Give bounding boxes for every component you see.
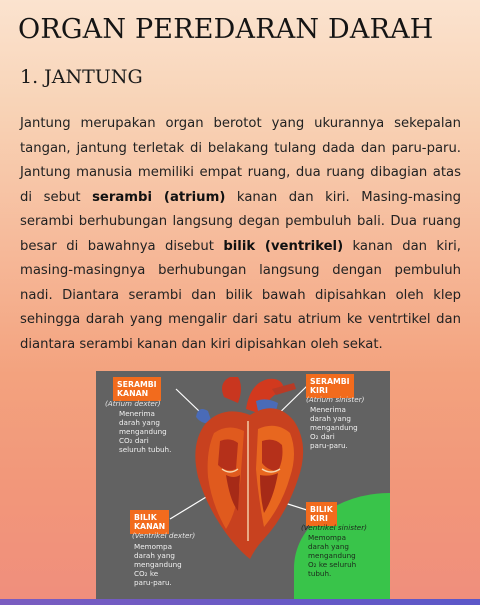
page-title: ORGAN PEREDARAN DARAH <box>18 14 434 45</box>
body-paragraph <box>20 112 461 357</box>
paragraph-text: kanan dan kiri. Masing-masing serambi berhubungan langsung degan pembuluh bali. Dua ruang besar di bawahnya disebut <box>20 189 461 254</box>
label-serambi-kanan: SERAMBI KANAN <box>113 377 161 401</box>
desc-serambi-kanan: Menerima darah yang mengandung CO₂ dari seluruh tubuh. <box>119 409 172 454</box>
label-bilik-kiri: BILIK KIRI <box>306 502 337 526</box>
desc-bilik-kiri: Memompa darah yang mengandung O₂ ke seluruh tubuh. <box>308 533 357 578</box>
desc-serambi-kiri: Menerima darah yang mengandung O₂ dari paru-paru. <box>310 405 358 450</box>
latin-serambi-kanan: (Atrium dexter) <box>105 399 161 408</box>
label-serambi-kiri: SERAMBI KIRI <box>306 374 354 398</box>
heart-diagram <box>96 371 390 599</box>
paragraph-text: Jantung merupakan organ berotot yang ukurannya sekepalan tangan, jantung terletak di belakang tulang dada dan paru-paru. Jantung manusia memiliki empat ruang, dua ruang dibagian atas di sebut <box>20 116 461 205</box>
bottom-border <box>0 599 480 605</box>
desc-bilik-kanan: Memompa darah yang mengandung CO₂ ke paru-paru. <box>134 542 182 587</box>
latin-serambi-kiri: (Atrium sinister) <box>306 395 365 404</box>
term-bilik: bilik (ventrikel) <box>223 238 344 254</box>
latin-bilik-kanan: (Ventrikel dexter) <box>132 531 196 540</box>
term-serambi: serambi (atrium) <box>92 189 226 205</box>
paragraph-text: kanan dan kiri, masing-masingnya berhubungan langsung dengan pembuluh nadi. Diantara serambi dan bilik bawah dipisahkan oleh klep sehingga darah yang mengalir dari satu atrium ke ventrtikel dan diantara serambi kanan dan kiri dipisahkan oleh sekat. <box>20 238 461 352</box>
latin-bilik-kiri: (Ventrikel sinister) <box>301 523 367 532</box>
label-bilik-kanan: BILIK KANAN <box>130 510 169 534</box>
section-heading: 1. JANTUNG <box>20 66 143 88</box>
